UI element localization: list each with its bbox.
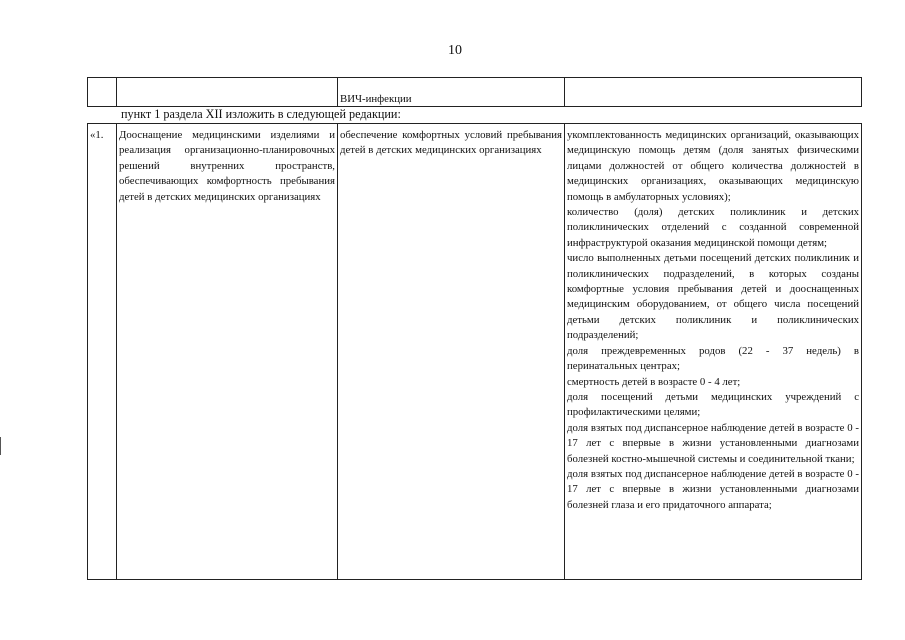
- indicators-cell: [565, 124, 862, 580]
- goal-cell: обеспечение комфортных условий пребывания детей в детских медицинских организациях: [338, 124, 565, 580]
- margin-mark: [0, 437, 1, 455]
- indicator-item: число выполненных детьми посещений детских поликлиник и поликлинических подразделений, в которых созданы комфортные условия пребывания детей и дооснащенных медицинским оборудованием, от общего числа посещений детьми детских поликлиник и поликлинических подразделений;: [567, 252, 859, 342]
- indicator-item: доля преждевременных родов (22 - 37 недель) в перинатальных центрах;: [567, 344, 859, 373]
- continuation-table: [87, 77, 862, 107]
- indicator-item: смертность детей в возрасте 0 - 4 лет;: [567, 375, 741, 388]
- table-row: [88, 124, 862, 580]
- indicator-item: доля посещений детьми медицинских учреждений с профилактическими целями;: [567, 390, 859, 419]
- table-cell-indicators: [565, 78, 862, 107]
- table-cell-number: [88, 78, 117, 107]
- table-cell-goal: ВИЧ-инфекции: [338, 78, 565, 107]
- table-row: [88, 78, 862, 107]
- indicator-item: доля взятых под диспансерное наблюдение детей в возрасте 0 - 17 лет с впервые в жизни установленными диагнозами болезней костно-мышечной системы и соединительной ткани;: [567, 421, 859, 465]
- indicator-item: доля взятых под диспансерное наблюдение детей в возрасте 0 - 17 лет с впервые в жизни установленными диагнозами болезней глаза и его придаточного аппарата;: [567, 467, 859, 511]
- indicator-item: количество (доля) детских поликлиник и детских поликлинических отделений с созданной современной инфраструктурой оказания медицинской помощи детям;: [567, 206, 859, 249]
- amendment-instruction: пункт 1 раздела XII изложить в следующей редакции:: [121, 107, 401, 121]
- event-cell: Дооснащение медицинскими изделиями и реализация организационно-планировочных решений внутренних пространств, обеспечивающих комфортность пребывания детей в детских медицинских организациях: [117, 124, 338, 580]
- row-number: «1.: [88, 124, 117, 580]
- indicator-item: укомплектованность медицинских организаций, оказывающих медицинскую помощь детям (доля занятых физическими лицами должностей от общего количества должностей в медицинских организациях, оказывающих медицинскую помощь в амбулаторных условиях);: [567, 129, 859, 203]
- page-number: 10: [448, 43, 462, 58]
- table-cell-event: [117, 78, 338, 107]
- amendment-table: [87, 123, 862, 580]
